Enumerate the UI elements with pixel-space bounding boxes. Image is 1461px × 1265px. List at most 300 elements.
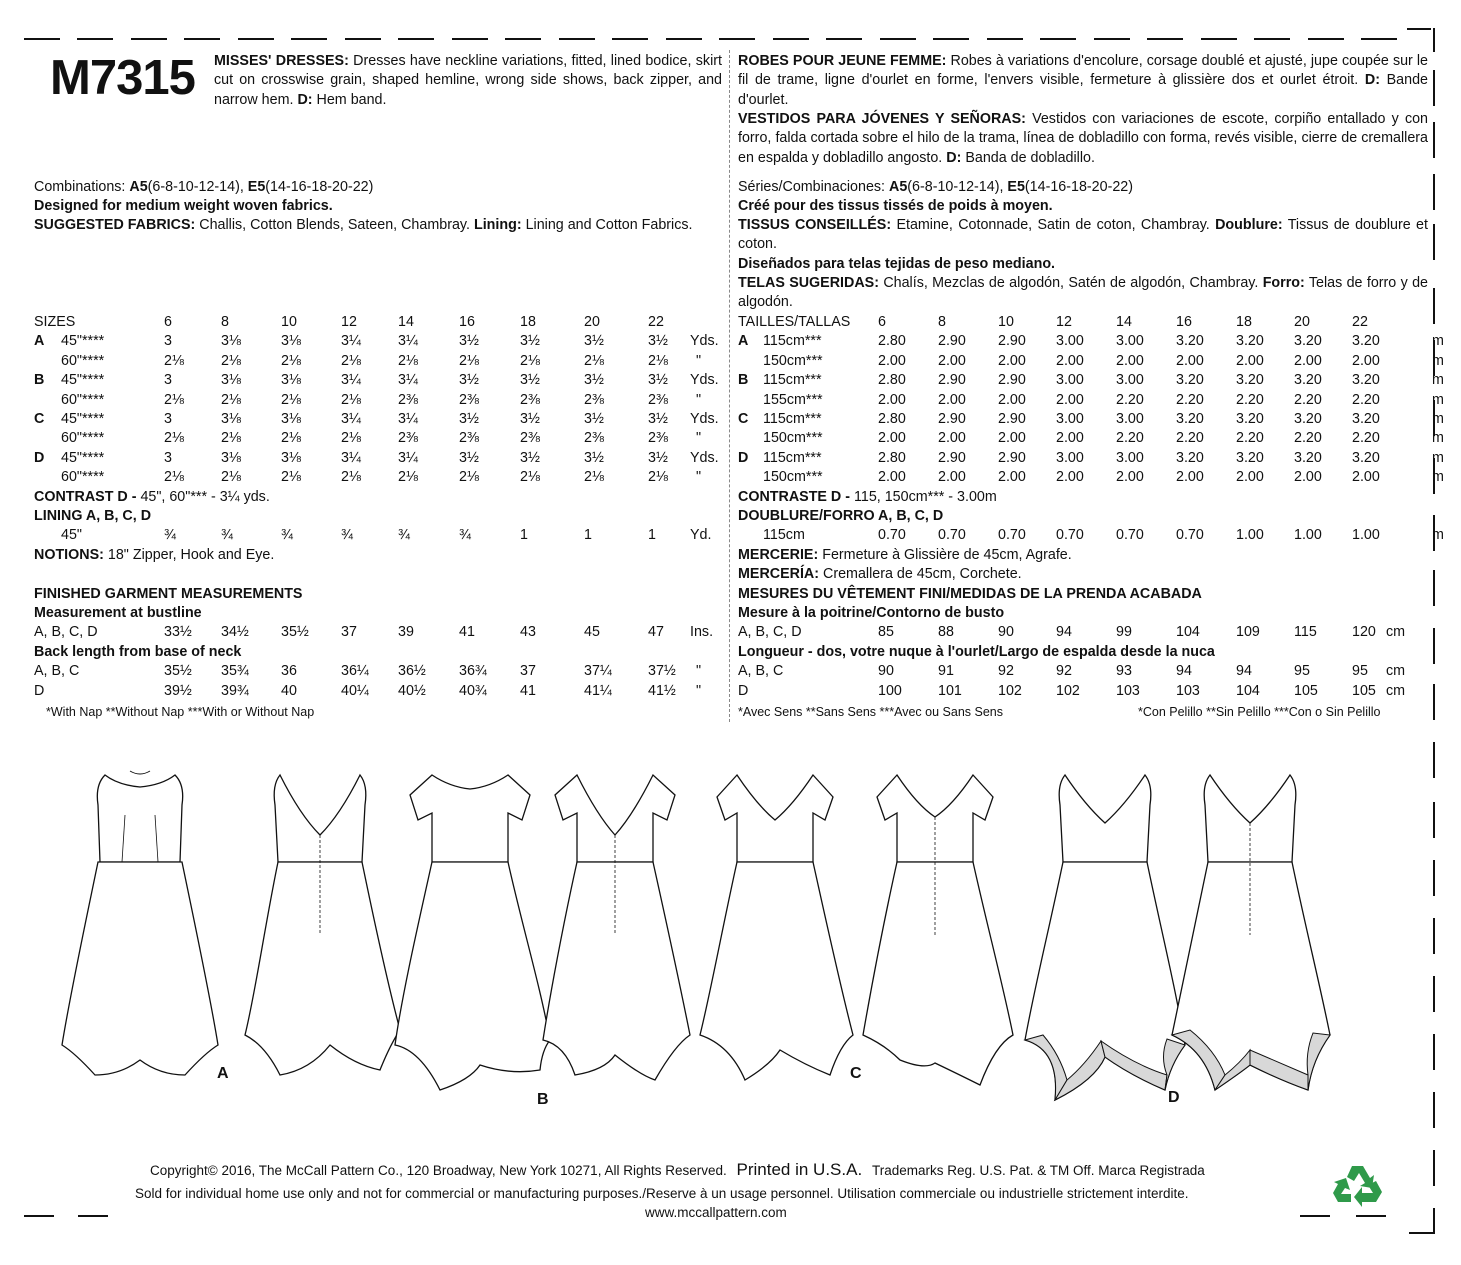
lining-header: LINING A, B, C, D — [34, 508, 152, 524]
table-cell: 3⅛ — [281, 449, 301, 466]
table-cell: 2⅜ — [398, 430, 418, 447]
table-cell: 35½ — [281, 624, 309, 641]
table-cell: 3.20 — [1294, 333, 1322, 350]
table-cell: ¾ — [281, 527, 293, 544]
table-cell: 115cm*** — [763, 333, 822, 350]
table-cell: 3¼ — [341, 333, 361, 350]
table-cell: 40¾ — [459, 682, 487, 699]
table-cell: 3.00 — [1056, 449, 1084, 466]
table-cell: 10 — [998, 314, 1014, 330]
table-cell: 2⅛ — [164, 391, 184, 408]
cree-pour: Créé pour des tissus tissés de poids à moyen. — [738, 198, 1053, 214]
table-cell: 85 — [878, 624, 894, 641]
table-cell: 2.90 — [998, 372, 1026, 389]
table-cell: 3½ — [520, 333, 540, 350]
dress-a-front — [62, 771, 218, 1075]
table-cell: 3.20 — [1176, 411, 1204, 427]
merceria-line: MERCERÍA: Cremallera de 45cm, Corchete. — [738, 566, 1022, 583]
table-cell: 105 — [1294, 682, 1318, 699]
table-cell: 88 — [938, 624, 954, 641]
table-cell: Yds. — [690, 411, 719, 427]
table-cell: 14 — [398, 314, 414, 330]
table-cell: 2.20 — [1236, 391, 1264, 408]
table-cell: 3.20 — [1294, 372, 1322, 389]
table-cell: 3½ — [584, 333, 604, 350]
table-cell: " — [696, 682, 702, 699]
table-cell: 2⅛ — [520, 469, 540, 486]
website[interactable]: www.mccallpattern.com — [645, 1205, 787, 1220]
table-cell: 2⅛ — [164, 352, 184, 369]
table-cell: 22 — [1352, 314, 1368, 330]
table-cell: 2.00 — [1352, 352, 1380, 369]
table-cell: 41 — [459, 624, 475, 641]
table-cell: 1 — [520, 527, 528, 544]
table-cell: 2⅛ — [648, 352, 668, 369]
table-cell: 2⅛ — [221, 391, 241, 408]
table-cell: 2.00 — [1294, 469, 1322, 486]
view-label-d: D — [1168, 1089, 1180, 1106]
table-cell: 2⅜ — [648, 391, 668, 408]
back-length-header: Back length from base of neck — [34, 643, 242, 660]
table-cell: 3.00 — [1116, 333, 1144, 350]
table-cell: 92 — [998, 663, 1014, 680]
table-cell: 2.00 — [1116, 352, 1144, 369]
table-cell: 40¼ — [341, 682, 369, 699]
table-cell: 16 — [1176, 314, 1192, 330]
table-cell: 39½ — [164, 682, 192, 699]
table-cell: 95 — [1294, 663, 1310, 680]
table-cell: cm — [1386, 624, 1406, 641]
table-cell: 0.70 — [1176, 527, 1204, 544]
table-cell: 103 — [1176, 682, 1200, 699]
table-cell: 2.00 — [1236, 352, 1264, 369]
table-cell: 2.00 — [878, 430, 906, 447]
dress-b-back — [543, 775, 690, 1080]
table-cell: 2.90 — [998, 411, 1026, 427]
table-cell: 0.70 — [1116, 527, 1144, 544]
table-cell: 45" — [61, 527, 82, 544]
table-cell: 6 — [164, 314, 172, 330]
table-cell: 2⅛ — [281, 430, 301, 447]
table-cell: 150cm*** — [763, 469, 823, 486]
table-cell: 0.70 — [1056, 527, 1084, 544]
table-cell: 115cm*** — [763, 449, 822, 466]
table-cell: 3½ — [459, 449, 479, 466]
table-cell: 2⅜ — [398, 391, 418, 408]
table-cell: 10 — [281, 314, 297, 330]
table-cell: 41 — [520, 682, 536, 699]
table-cell: 2.00 — [1236, 469, 1264, 486]
table-cell: m — [1432, 333, 1444, 350]
table-cell: 2⅜ — [584, 430, 604, 447]
table-cell: 2.00 — [878, 352, 906, 369]
table-cell: 60"**** — [61, 352, 105, 369]
table-cell: 2.00 — [998, 391, 1026, 408]
table-cell: 2.20 — [1116, 430, 1144, 447]
table-cell: A — [34, 333, 45, 350]
table-cell: 2⅜ — [520, 430, 540, 447]
table-cell: 99 — [1116, 624, 1132, 641]
table-cell: 101 — [938, 682, 962, 699]
table-cell: 60"**** — [61, 430, 105, 447]
table-cell: 3.20 — [1352, 372, 1380, 389]
table-cell: 22 — [648, 314, 664, 330]
table-cell: 3⅛ — [281, 411, 301, 427]
table-cell: 2⅜ — [520, 391, 540, 408]
table-cell: 102 — [1056, 682, 1080, 699]
table-cell: 41¼ — [584, 682, 612, 699]
table-cell: 20 — [1294, 314, 1310, 330]
table-cell: 36¼ — [341, 663, 369, 680]
table-cell: m — [1432, 430, 1444, 447]
table-cell: 2.80 — [878, 372, 906, 389]
table-cell: 2⅛ — [520, 352, 540, 369]
table-cell: 3.20 — [1176, 449, 1204, 466]
table-cell: 33½ — [164, 624, 192, 641]
table-cell: 36¾ — [459, 663, 487, 680]
table-cell: 39 — [398, 624, 414, 641]
table-cell: 115cm*** — [763, 372, 822, 389]
table-cell: 120 — [1352, 624, 1376, 641]
table-cell: 3.20 — [1176, 333, 1204, 350]
table-cell: 0.70 — [878, 527, 906, 544]
table-cell: 60"**** — [61, 391, 105, 408]
longueur-header: Longueur - dos, votre nuque à l'ourlet/Largo de espalda desde la nuca — [738, 643, 1215, 660]
table-cell: 2⅛ — [281, 352, 301, 369]
table-cell: 2.00 — [998, 469, 1026, 486]
bust-header: Measurement at bustline — [34, 605, 202, 621]
table-cell: D — [34, 449, 45, 466]
table-cell: 20 — [584, 314, 600, 330]
table-cell: B — [34, 372, 45, 389]
table-cell: 3.00 — [1056, 411, 1084, 427]
table-cell: cm — [1386, 663, 1406, 680]
table-cell: 2⅛ — [164, 469, 184, 486]
table-cell: 2.80 — [878, 411, 906, 427]
table-cell: 3⅛ — [281, 333, 301, 350]
table-cell: 109 — [1236, 624, 1260, 641]
table-cell: 3.20 — [1176, 372, 1204, 389]
dress-d-back — [1172, 775, 1330, 1090]
table-cell: 3.00 — [1056, 372, 1084, 389]
table-cell: 2.20 — [1236, 430, 1264, 447]
table-cell: 3.00 — [1116, 411, 1144, 427]
table-cell: 103 — [1116, 682, 1140, 699]
table-cell: B — [738, 372, 749, 389]
table-cell: 45"**** — [61, 333, 105, 350]
table-cell: 150cm*** — [763, 430, 823, 447]
table-cell: 2.00 — [878, 391, 906, 408]
table-cell: 3.20 — [1236, 372, 1264, 389]
table-cell: 3¼ — [341, 449, 361, 466]
table-cell: Yds. — [690, 333, 719, 350]
table-cell: 2.20 — [1294, 391, 1322, 408]
table-cell: 100 — [878, 682, 902, 699]
poitrine-header: Mesure à la poitrine/Contorno de busto — [738, 605, 1005, 621]
mesures-header: MESURES DU VÊTEMENT FINI/MEDIDAS DE LA PRENDA ACABADA — [738, 585, 1202, 602]
table-cell: 3.00 — [1116, 449, 1144, 466]
table-cell: 2.00 — [998, 430, 1026, 447]
table-cell: 3.20 — [1352, 333, 1380, 350]
french-description: ROBES POUR JEUNE FEMME: Robes à variations d'encolure, corsage doublé et ajusté, jupe coupée sur le fil de trame, ligne d'ourlet en forme, l'envers visible, fermeture à glissière dos et ourlet étroit. D: Bande d'ourlet. — [738, 53, 1428, 108]
finished-header: FINISHED GARMENT MEASUREMENTS — [34, 585, 303, 602]
table-cell: 3½ — [648, 411, 668, 427]
table-cell: 2⅛ — [341, 469, 361, 486]
table-cell: 2.80 — [878, 333, 906, 350]
table-cell: m — [1432, 352, 1444, 369]
doublure-header: DOUBLURE/FORRO A, B, C, D — [738, 508, 944, 524]
table-cell: " — [696, 352, 702, 369]
table-cell: m — [1432, 391, 1444, 408]
table-cell: 3½ — [459, 411, 479, 427]
table-cell: 2.00 — [878, 469, 906, 486]
table-cell: ¾ — [341, 527, 353, 544]
table-cell: 2.20 — [1176, 391, 1204, 408]
table-cell: 2.00 — [1294, 352, 1322, 369]
table-cell: " — [696, 469, 702, 486]
table-cell: 3.00 — [1116, 372, 1144, 389]
table-cell: 92 — [1056, 663, 1072, 680]
table-cell: 36 — [281, 663, 297, 680]
table-cell: 2.00 — [1056, 352, 1084, 369]
table-cell: 1.00 — [1236, 527, 1264, 544]
table-cell: 93 — [1116, 663, 1132, 680]
table-cell: 2⅛ — [648, 469, 668, 486]
dress-c-front — [700, 775, 853, 1080]
disenados: Diseñados para telas tejidas de peso mediano. — [738, 256, 1056, 272]
table-cell: 3½ — [584, 372, 604, 389]
table-cell: 2⅛ — [281, 391, 301, 408]
table-cell: 3¼ — [341, 372, 361, 389]
table-cell: TAILLES/TALLAS — [738, 314, 851, 330]
footnote-es: *Con Pelillo **Sin Pelillo ***Con o Sin Pelillo — [1138, 705, 1381, 719]
table-cell: 2⅛ — [584, 352, 604, 369]
combinations-line: Combinations: A5(6-8-10-12-14), E5(14-16-18-20-22) — [34, 179, 374, 195]
table-cell: 115cm — [763, 527, 805, 544]
telas-sugeridas: TELAS SUGERIDAS: Chalís, Mezclas de algodón, Satén de algodón, Chambray. Forro: Telas de forro y de algodón. — [738, 275, 1428, 311]
table-cell: 94 — [1056, 624, 1072, 641]
table-cell: 3.00 — [1056, 333, 1084, 350]
table-cell: C — [738, 411, 749, 427]
table-cell: 3 — [164, 372, 172, 389]
table-cell: 2⅛ — [398, 352, 418, 369]
contraste-line: CONTRASTE D - 115, 150cm*** - 3.00m — [738, 488, 997, 505]
table-cell: 16 — [459, 314, 475, 330]
table-cell: 2.00 — [938, 430, 966, 447]
table-cell: " — [696, 430, 702, 447]
table-cell: 35¾ — [221, 663, 249, 680]
table-cell: 47 — [648, 624, 664, 641]
table-cell: 2.80 — [878, 449, 906, 466]
table-cell: 90 — [998, 624, 1014, 641]
table-cell: 3.20 — [1294, 411, 1322, 427]
table-cell: ¾ — [459, 527, 471, 544]
table-cell: 2⅜ — [648, 430, 668, 447]
table-cell: 3½ — [584, 449, 604, 466]
table-cell: 8 — [221, 314, 229, 330]
designed-for: Designed for medium weight woven fabrics. — [34, 198, 333, 214]
table-cell: 2.00 — [1352, 469, 1380, 486]
table-cell: 2.00 — [998, 352, 1026, 369]
table-cell: 37 — [341, 624, 357, 641]
table-cell: Yd. — [690, 527, 712, 544]
table-cell: Yds. — [690, 372, 719, 389]
tissus-conseilles: TISSUS CONSEILLÉS: Etamine, Cotonnade, Satin de coton, Chambray. Doublure: Tissus de doublure et coton. — [738, 217, 1428, 253]
table-cell: 3½ — [648, 333, 668, 350]
table-cell: 45 — [584, 624, 600, 641]
table-cell: 102 — [998, 682, 1022, 699]
table-cell: 60"**** — [61, 469, 105, 486]
sold-line: Sold for individual home use only and not for commercial or manufacturing purposes./Reserve à un usage personnel. Utilisation commerciale ou industrielle strictement interdite. — [135, 1186, 1189, 1201]
view-label-b: B — [537, 1091, 549, 1108]
table-cell: 45"**** — [61, 411, 105, 427]
table-cell: cm — [1386, 682, 1406, 699]
table-cell: 2⅜ — [459, 391, 479, 408]
table-cell: 3⅛ — [221, 411, 241, 427]
table-cell: 3⅛ — [281, 372, 301, 389]
dress-b-front — [395, 775, 550, 1090]
table-cell: 2⅛ — [221, 469, 241, 486]
table-cell: 2.90 — [938, 372, 966, 389]
table-cell: 45"**** — [61, 449, 105, 466]
table-cell: 2⅛ — [221, 430, 241, 447]
table-cell: 3½ — [648, 449, 668, 466]
table-cell: 18 — [1236, 314, 1252, 330]
notions-line: NOTIONS: 18" Zipper, Hook and Eye. — [34, 546, 275, 563]
table-cell: 3.20 — [1236, 333, 1264, 350]
table-cell: 115cm*** — [763, 411, 822, 427]
table-cell: 3⅛ — [221, 333, 241, 350]
table-cell: 2.90 — [938, 411, 966, 427]
table-cell: 34½ — [221, 624, 249, 641]
table-cell: 94 — [1176, 663, 1192, 680]
suggested-fabrics: SUGGESTED FABRICS: Challis, Cotton Blends, Sateen, Chambray. Lining: Lining and Cotton Fabrics. — [34, 217, 693, 233]
view-label-c: C — [850, 1065, 862, 1082]
table-cell: 3¼ — [398, 333, 418, 350]
table-cell: D — [34, 682, 45, 699]
table-cell: 3.20 — [1236, 411, 1264, 427]
footnote: *With Nap **Without Nap ***With or Without Nap — [46, 705, 315, 719]
table-cell: 1.00 — [1294, 527, 1322, 544]
recycle-icon — [1332, 1162, 1384, 1208]
table-cell: 2⅛ — [281, 469, 301, 486]
table-cell: 3½ — [648, 372, 668, 389]
table-cell: 2.20 — [1352, 391, 1380, 408]
table-cell: 3½ — [520, 411, 540, 427]
view-label-a: A — [217, 1065, 229, 1082]
table-cell: 2.00 — [938, 352, 966, 369]
table-cell: 2.00 — [1176, 469, 1204, 486]
table-cell: 41½ — [648, 682, 676, 699]
table-cell: " — [696, 391, 702, 408]
table-cell: 3.20 — [1352, 411, 1380, 427]
table-cell: 2⅛ — [459, 352, 479, 369]
table-cell: 3 — [164, 411, 172, 427]
table-cell: 2⅛ — [341, 352, 361, 369]
table-cell: 37½ — [648, 663, 676, 680]
table-cell: 40 — [281, 682, 297, 699]
table-cell: 2.20 — [1176, 430, 1204, 447]
table-cell: A — [738, 333, 749, 350]
footnote-fr: *Avec Sens **Sans Sens ***Avec ou Sans Sens — [738, 705, 1003, 719]
table-cell: 2.00 — [938, 469, 966, 486]
table-cell: 2⅛ — [341, 391, 361, 408]
table-cell: 0.70 — [998, 527, 1026, 544]
table-cell: 1 — [584, 527, 592, 544]
table-cell: D — [738, 449, 749, 466]
table-cell: 115 — [1294, 624, 1317, 641]
table-cell: 36½ — [398, 663, 426, 680]
table-cell: m — [1432, 449, 1444, 466]
table-cell: 2.00 — [1116, 469, 1144, 486]
table-cell: 3.20 — [1352, 449, 1380, 466]
table-cell: m — [1432, 411, 1444, 427]
table-cell: ¾ — [221, 527, 233, 544]
table-cell: 3¼ — [341, 411, 361, 427]
table-cell: 2.20 — [1352, 430, 1380, 447]
table-cell: ¾ — [398, 527, 410, 544]
table-cell: Ins. — [690, 624, 714, 641]
table-cell: 3½ — [584, 411, 604, 427]
combinaciones-line: Séries/Combinaciones: A5(6-8-10-12-14), E5(14-16-18-20-22) — [738, 179, 1134, 195]
table-cell: 2.90 — [938, 449, 966, 466]
table-cell: " — [696, 663, 702, 680]
table-cell: 18 — [520, 314, 536, 330]
table-cell: 8 — [938, 314, 946, 330]
table-cell: 91 — [938, 663, 954, 680]
table-cell: m — [1432, 469, 1444, 486]
table-cell: m — [1432, 527, 1444, 544]
column-divider — [729, 50, 730, 722]
table-cell: ¾ — [164, 527, 176, 544]
mercerie-line: MERCERIE: Fermeture à Glissière de 45cm, Agrafe. — [738, 546, 1072, 563]
pattern-number: M7315 — [50, 51, 195, 105]
table-cell: 3½ — [520, 449, 540, 466]
table-cell: 37¼ — [584, 663, 612, 680]
table-cell: 2.00 — [1056, 469, 1084, 486]
table-cell: 2⅜ — [459, 430, 479, 447]
table-cell: 40½ — [398, 682, 426, 699]
table-cell: D — [738, 682, 749, 699]
table-cell: 150cm*** — [763, 352, 823, 369]
table-cell: 37 — [520, 663, 536, 680]
table-cell: 39¾ — [221, 682, 249, 699]
table-cell: A, B, C — [738, 663, 784, 680]
table-cell: 14 — [1116, 314, 1132, 330]
table-cell: 2.00 — [938, 391, 966, 408]
table-cell: 45"**** — [61, 372, 105, 389]
table-cell: 2⅛ — [164, 430, 184, 447]
table-cell: 0.70 — [938, 527, 966, 544]
table-cell: 2⅛ — [221, 352, 241, 369]
spanish-description: VESTIDOS PARA JÓVENES Y SEÑORAS: Vestidos con variaciones de escote, corpiño entallado y con forro, falda cortada sobre el hilo de la trama, línea de dobladillo con forma, revés visible, cierre de cremallera en espalda y dobladillo angosto. D: Banda de dobladillo. — [738, 111, 1428, 166]
table-cell: 2⅛ — [398, 469, 418, 486]
table-cell: 3⅛ — [221, 372, 241, 389]
table-cell: 12 — [341, 314, 357, 330]
table-cell: SIZES — [34, 314, 76, 330]
table-cell: A, B, C — [34, 663, 80, 680]
table-cell: 2.90 — [998, 449, 1026, 466]
table-cell: 2⅛ — [341, 430, 361, 447]
table-cell: 104 — [1176, 624, 1200, 641]
dress-c-back — [863, 775, 1013, 1085]
table-cell: Yds. — [690, 449, 719, 466]
table-cell: 35½ — [164, 663, 192, 680]
table-cell: 105 — [1352, 682, 1376, 699]
table-cell: 2⅜ — [584, 391, 604, 408]
table-cell: 2.00 — [1056, 430, 1084, 447]
table-cell: 3¼ — [398, 372, 418, 389]
